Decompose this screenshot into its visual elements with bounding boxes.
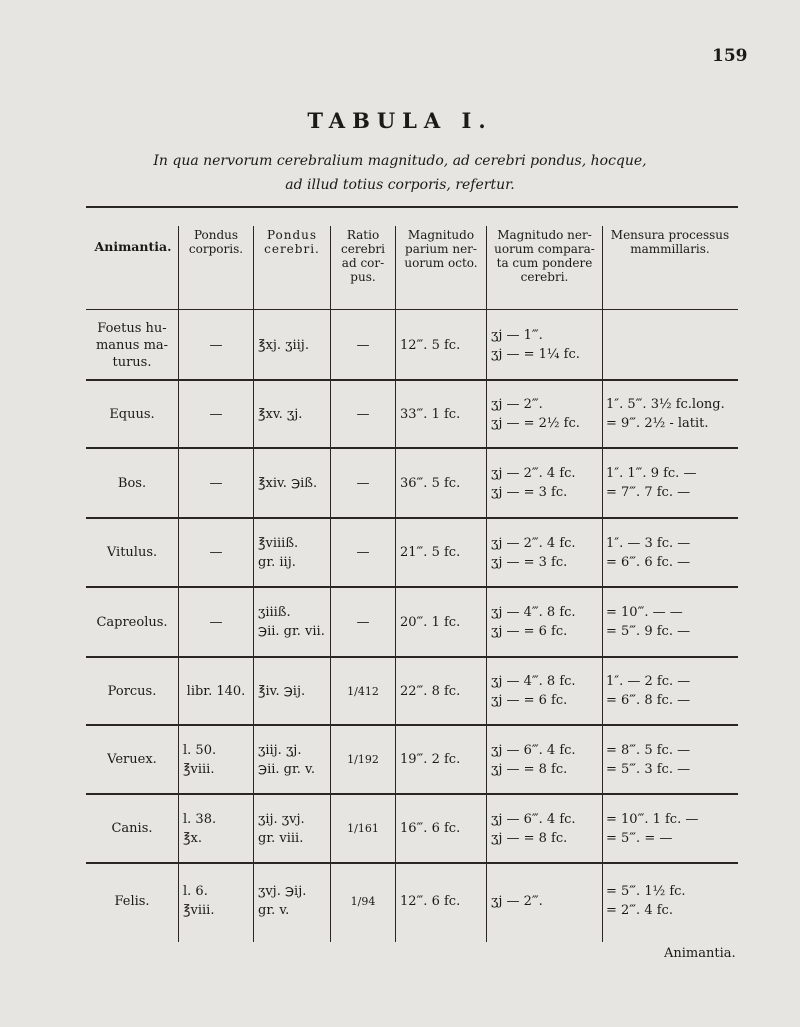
row-rule (86, 793, 738, 795)
row-rule (86, 517, 738, 519)
row-pondus-corporis (183, 727, 253, 792)
row-pondus-corporis: — (209, 475, 223, 491)
row-pondus-corporis (183, 865, 253, 937)
table-top-rule (86, 206, 738, 208)
catchword: Animantia. (664, 946, 736, 961)
cerebri-line-2: ℈ii. gr. vii. (258, 624, 325, 639)
mensura-line-2: = 5‴. 9 fc. — (606, 624, 691, 639)
row-animal-name: Vitulus. (106, 545, 158, 560)
row-comparata (491, 727, 602, 792)
row-mensura (606, 520, 738, 585)
corporis-line-1: l. 50. (183, 742, 217, 758)
row-mensura (606, 382, 738, 446)
row-comparata (491, 659, 602, 723)
cerebri-line-1: ʒij. ʒvj. (258, 811, 305, 827)
row-magnitudo: 22‴. 8 fc. (400, 683, 461, 699)
row-rule (86, 447, 738, 449)
row-ratio: — (356, 337, 370, 353)
cerebri-line-2: gr. v. (258, 903, 290, 918)
row-pondus-cerebri (258, 796, 330, 861)
row-comparata (491, 796, 602, 861)
mensura-line-2: = 6‴. 6 fc. — (606, 554, 691, 570)
mensura-line-2: = 7‴. 7 fc. — (606, 485, 691, 500)
corporis-line-2: ℥x. (183, 830, 202, 846)
mensura-line-1: = 10‴. — — (606, 605, 683, 620)
header-animantia: Animantia. (94, 239, 172, 254)
row-mensura (606, 659, 738, 723)
mensura-line-2: = 5‴. = — (606, 830, 673, 846)
row-magnitudo: 16‴. 6 fc. (400, 821, 461, 836)
row-rule (86, 309, 738, 310)
column-divider (602, 226, 603, 942)
row-comparata (491, 520, 602, 585)
comparata-line-2: ʒj — = 2½ fc. (491, 416, 580, 431)
row-magnitudo: 12‴. 5 fc. (400, 337, 461, 353)
row-pondus-corporis: — (209, 614, 223, 630)
header-pondus-cerebri: Pondus cerebri. (264, 228, 320, 256)
row-pondus-corporis (183, 796, 253, 861)
row-rule (86, 379, 738, 381)
row-pondus-cerebri (258, 589, 330, 655)
subtitle-line-1: In qua nervorum cerebralium magnitudo, ad cerebri pondus, hocque, (153, 153, 647, 169)
column-divider (253, 226, 254, 942)
row-ratio: — (356, 406, 370, 422)
column-divider (395, 226, 396, 942)
comparata-line-2: ʒj — = 3 fc. (491, 554, 568, 570)
row-rule (86, 862, 738, 864)
row-ratio: — (356, 475, 370, 491)
row-magnitudo: 36‴. 5 fc. (400, 475, 461, 491)
comparata-line-1: ʒj — 2‴. 4 fc. (491, 466, 576, 481)
row-pondus-corporis: libr. 140. (186, 683, 246, 699)
mensura-line-1: = 10‴. 1 fc. — (606, 811, 699, 827)
row-mensura (606, 865, 738, 937)
row-animal-name: Porcus. (107, 683, 157, 699)
header-mensura: Mensura processus mammillaris. (610, 228, 730, 256)
page-title: TABULA I. (307, 108, 493, 133)
mensura-line-1: 1″. — 2 fc. — (606, 674, 691, 689)
row-rule (86, 586, 738, 588)
cerebri-line-2: gr. viii. (258, 830, 304, 846)
row-magnitudo: 12‴. 6 fc. (400, 893, 461, 909)
comparata-line-1: ʒj — 4‴. 8 fc. (491, 674, 576, 689)
row-pondus-cerebri (258, 727, 330, 792)
row-comparata (491, 450, 602, 516)
row-ratio: 1/94 (350, 894, 376, 908)
row-comparata (491, 382, 602, 446)
cerebri-line-1: ʒiiiß. (258, 605, 291, 620)
row-pondus-cerebri (258, 520, 330, 585)
comparata-line-1: ʒj — 2‴. 4 fc. (491, 535, 576, 551)
cerebri-line-1: ℥viiiß. (258, 535, 299, 551)
row-mensura (606, 727, 738, 792)
row-rule (86, 724, 738, 726)
row-pondus-cerebri (258, 865, 330, 937)
column-divider (486, 226, 487, 942)
row-pondus-cerebri: ℥xj. ʒiij. (258, 337, 309, 353)
row-mensura (606, 589, 738, 655)
comparata-line-1: ʒj — 6‴. 4 fc. (491, 742, 576, 758)
row-pondus-cerebri: ℥xv. ʒj. (258, 406, 303, 422)
header-magnitudo-nervorum: Magnitudo parium ner- uorum octo. (404, 228, 478, 270)
row-ratio: — (356, 614, 370, 630)
row-ratio: 1/161 (347, 822, 379, 835)
row-pondus-corporis: — (209, 337, 223, 353)
comparata-line-2: ʒj — = 6 fc. (491, 693, 568, 708)
mensura-line-2: = 6‴. 8 fc. — (606, 693, 691, 708)
row-animal-name: Equus. (109, 406, 155, 422)
row-magnitudo: 20‴. 1 fc. (400, 614, 461, 630)
cerebri-line-1: ʒvj. ℈ij. (258, 884, 307, 899)
header-pondus-corporis: Pondus corporis. (188, 228, 244, 256)
row-pondus-corporis: — (209, 406, 223, 422)
row-comparata (491, 312, 602, 378)
row-rule (86, 656, 738, 658)
row-animal-name: Canis. (111, 821, 153, 836)
subtitle-line-2: ad illud totius corporis, refertur. (285, 177, 515, 193)
comparata-line-2: ʒj — = 6 fc. (491, 624, 568, 639)
row-magnitudo: 19‴. 2 fc. (400, 752, 461, 767)
mensura-line-1: = 8‴. 5 fc. — (606, 742, 691, 758)
corporis-line-1: l. 38. (183, 811, 217, 827)
cerebri-line-1: ʒiij. ʒj. (258, 742, 302, 758)
row-magnitudo: 33‴. 1 fc. (400, 406, 461, 422)
header-ratio: Ratio cerebri ad cor- pus. (341, 228, 385, 284)
row-animal-name: Foetus hu- manus ma- turus. (95, 320, 169, 370)
row-animal-name: Capreolus. (96, 614, 168, 630)
row-animal-name: Felis. (114, 893, 150, 909)
row-ratio: 1/192 (347, 753, 379, 766)
comparata-line-1: ʒj — 6‴. 4 fc. (491, 811, 576, 827)
row-ratio: — (356, 545, 370, 560)
row-magnitudo: 21‴. 5 fc. (400, 545, 461, 560)
mensura-line-2: = 5‴. 3 fc. — (606, 761, 691, 777)
comparata-line-1: ʒj — 2‴. (491, 397, 543, 412)
row-pondus-cerebri: ℥xiv. ℈iß. (258, 475, 318, 491)
comparata-line-2: ʒj — = 3 fc. (491, 485, 568, 500)
row-pondus-cerebri: ℥iv. ℈ij. (258, 683, 306, 699)
corporis-line-2: ℥viii. (183, 761, 215, 777)
mensura-line-1: 1″. 1‴. 9 fc. — (606, 466, 697, 481)
comparata-line-2: ʒj — = 8 fc. (491, 761, 568, 777)
comparata-line-2: ʒj — = 1¼ fc. (491, 347, 580, 362)
corporis-line-2: ℥viii. (183, 903, 215, 918)
row-ratio: 1/412 (347, 684, 379, 698)
comparata-line-1: ʒj — 4‴. 8 fc. (491, 605, 576, 620)
cerebri-line-2: gr. iij. (258, 554, 296, 570)
page-number: 159 (712, 46, 748, 66)
corporis-line-1: l. 6. (183, 884, 208, 899)
header-magnitudo-comparata: Magnitudo ner- uorum compara- ta cum pondere cerebri. (494, 228, 595, 284)
mensura-line-1: 1″. 5‴. 3½ fc.long. (606, 397, 725, 412)
row-mensura (606, 450, 738, 516)
row-mensura (606, 796, 738, 861)
mensura-line-1: = 5‴. 1½ fc. (606, 884, 686, 899)
row-pondus-corporis: — (209, 545, 223, 560)
row-comparata: ʒj — 2‴. (491, 893, 543, 909)
comparata-line-1: ʒj — 1‴. (491, 328, 543, 343)
row-comparata (491, 589, 602, 655)
comparata-line-2: ʒj — = 8 fc. (491, 830, 568, 846)
mensura-line-2: = 9‴. 2½ - latit. (606, 416, 709, 431)
cerebri-line-2: ℈ii. gr. v. (258, 761, 315, 777)
mensura-line-1: 1″. — 3 fc. — (606, 535, 691, 551)
row-animal-name: Bos. (117, 475, 147, 491)
row-animal-name: Veruex. (107, 752, 157, 767)
mensura-line-2: = 2‴. 4 fc. (606, 903, 673, 918)
